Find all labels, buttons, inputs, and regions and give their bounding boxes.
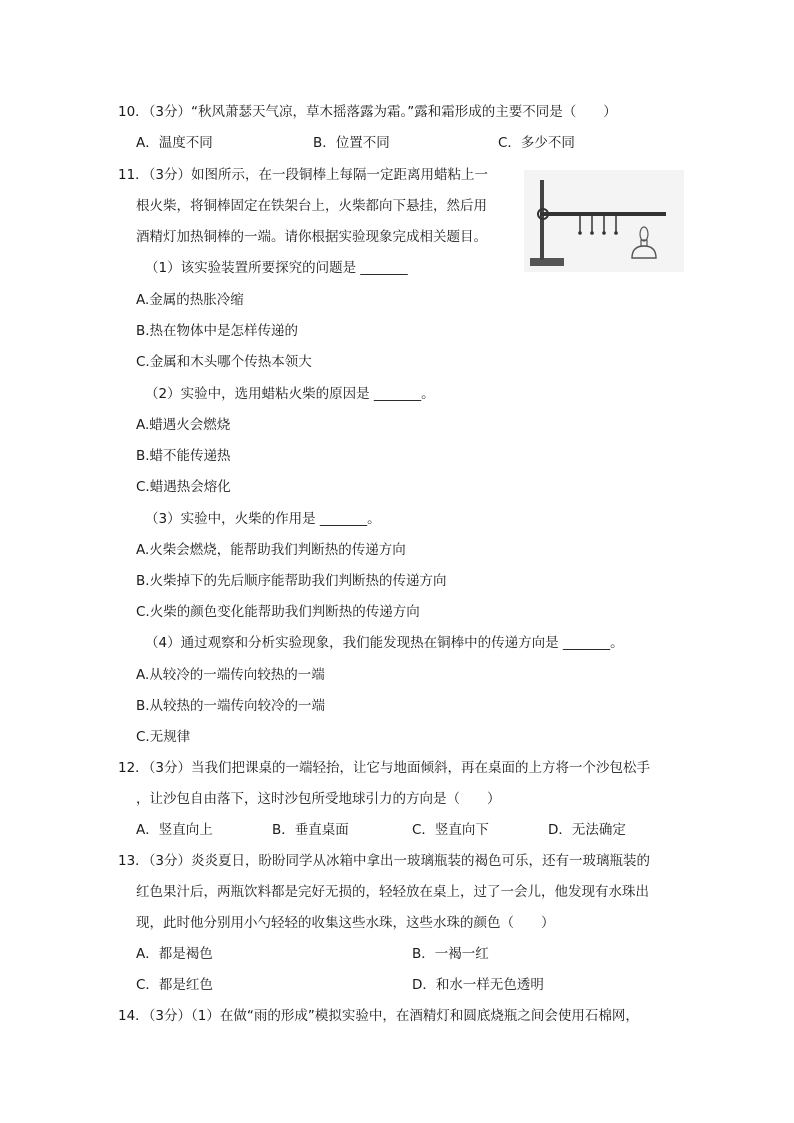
q11-sub2-question: （2）实验中，选用蜡粘火柴的原因是 _______。 <box>145 386 435 402</box>
q11-sub1-option-b: B.热在物体中是怎样传递的 <box>136 323 299 339</box>
q11-sub3-option-a: A.火柴会燃烧，能帮助我们判断热的传递方向 <box>136 542 406 558</box>
q14-stem: 14．（3分）（1）在做“雨的形成”模拟实验中，在酒精灯和圆底烧瓶之间会使用石棉网， <box>118 1008 639 1024</box>
q13-option-b: B．一褐一红 <box>412 946 489 962</box>
q12-option-b: B．垂直桌面 <box>272 822 349 838</box>
q12-option-c: C．竖直向下 <box>412 822 489 838</box>
q11-sub4-option-b: B.从较热的一端传向较冷的一端 <box>136 698 326 714</box>
q13-option-d: D．和水一样无色透明 <box>412 977 544 993</box>
q12-stem-line-2: ，让沙包自由落下，这时沙包所受地球引力的方向是（ ） <box>136 791 501 807</box>
q11-stem-line-1: 11．（3分）如图所示，在一段铜棒上每隔一定距离用蜡粘上一 <box>118 167 489 183</box>
q12-option-d: D．无法确定 <box>548 822 626 838</box>
q11-sub2-option-c: C.蜡遇热会熔化 <box>136 479 231 495</box>
q13-option-a: A．都是褐色 <box>136 946 213 962</box>
q11-sub4-option-c: C.无规律 <box>136 729 191 745</box>
q10-option-a: A．温度不同 <box>136 135 213 151</box>
q12-option-a: A．竖直向上 <box>136 822 213 838</box>
stand-pole <box>540 180 544 260</box>
q11-sub3-option-b: B.火柴掉下的先后顺序能帮助我们判断热的传递方向 <box>136 573 447 589</box>
q11-sub4-option-a: A.从较冷的一端传向较热的一端 <box>136 667 325 683</box>
q13-stem-line-2: 红色果汁后，两瓶饮料都是完好无损的，轻轻放在桌上，过了一会儿，他发现有水珠出 <box>136 884 649 900</box>
q11-stem-line-3: 酒精灯加热铜棒的一端。请你根据实验现象完成相关题目。 <box>136 229 487 245</box>
q11-sub3-option-c: C.火柴的颜色变化能帮助我们判断热的传递方向 <box>136 604 420 620</box>
q13-option-c: C．都是红色 <box>136 977 213 993</box>
q11-sub1-option-a: A.金属的热胀冷缩 <box>136 292 244 308</box>
q10-stem: 10．（3分）“秋风萧瑟天气凉，草木摇落露为霜。”露和霜形成的主要不同是（ ） <box>118 104 617 120</box>
copper-rod <box>540 212 666 216</box>
q11-sub3-question: （3）实验中，火柴的作用是 _______。 <box>145 511 381 527</box>
stand-base <box>530 258 564 266</box>
q11-stem-line-2: 根火柴，将铜棒固定在铁架台上，火柴都向下悬挂，然后用 <box>136 198 487 214</box>
copper-rod-experiment-figure <box>524 170 684 272</box>
q13-stem-line-1: 13．（3分）炎炎夏日，盼盼同学从冰箱中拿出一玻璃瓶装的褐色可乐，还有一玻璃瓶装的 <box>118 853 651 869</box>
q11-sub4-question: （4）通过观察和分析实验现象，我们能发现热在铜棒中的传递方向是 _______。 <box>145 635 624 651</box>
q13-stem-line-3: 现，此时他分别用小勺轻轻的收集这些水珠，这些水珠的颜色（ ） <box>136 915 555 931</box>
q10-option-b: B．位置不同 <box>313 135 390 151</box>
q12-stem-line-1: 12．（3分）当我们把课桌的一端轻抬，让它与地面倾斜，再在桌面的上方将一个沙包松手 <box>118 760 651 776</box>
q11-sub2-option-b: B.蜡不能传递热 <box>136 448 231 464</box>
q11-sub1-option-c: C.金属和木头哪个传热本领大 <box>136 354 312 370</box>
q11-sub1-question: （1）该实验装置所要探究的问题是 _______ <box>145 260 408 276</box>
q10-option-c: C．多少不同 <box>498 135 575 151</box>
q11-sub2-option-a: A.蜡遇火会燃烧 <box>136 417 231 433</box>
